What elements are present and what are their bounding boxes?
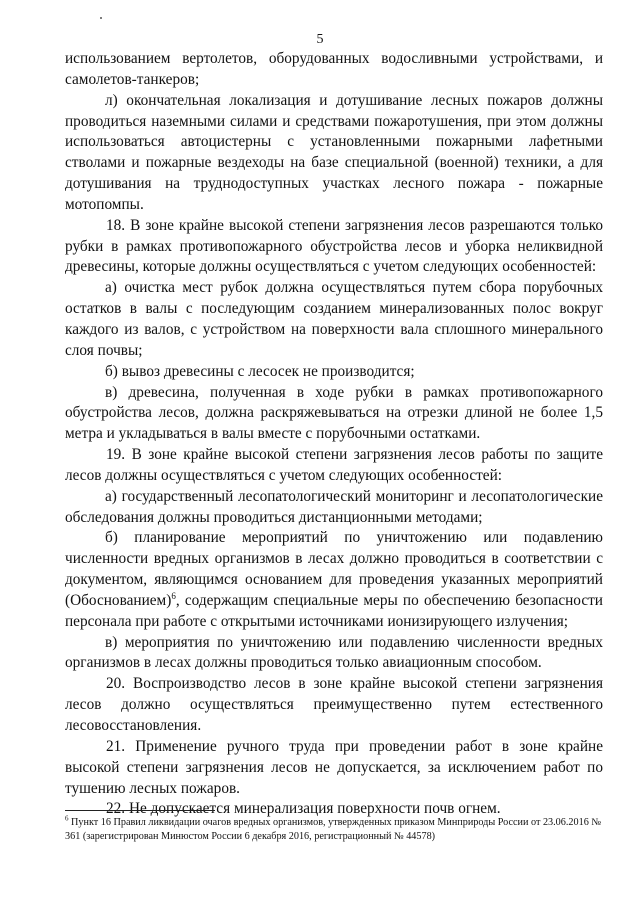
paragraph-18-v: в) древесина, полученная в ходе рубки в рамках противопожарного обустройства лесов, должна раскряжевываться на отрезки длиной не более 1,5 метра и укладываться в валы вместе с порубочными остатками.	[65, 383, 603, 443]
paragraph-19: 19. В зоне крайне высокой степени загрязнения лесов работы по защите лесов должны осуществляться с учетом следующих особенностей:	[65, 446, 603, 484]
paragraph-19-b-text: б) планирование мероприятий по уничтожению или подавлению численности вредных организмов в лесах должно проводиться в соответствии с документом, являющимся основанием для проведения указанных мероприятий (Обоснованием)	[65, 529, 603, 609]
paragraph-22: 22. Не допускается минерализация поверхности почв огнем.	[106, 800, 501, 818]
paragraph-19-a: а) государственный лесопатологический мониторинг и лесопатологические обследования должны проводиться дистанционными методами;	[65, 487, 603, 526]
paragraph-continuation: использованием вертолетов, оборудованных водосливными устройствами, и самолетов-танкеров;	[65, 50, 603, 88]
paragraph-18-a: а) очистка мест рубок должна осуществляться путем сбора порубочных остатков в валы с последующим созданием минерализованных полос вокруг каждого из валов, с устройством на поверхности вала сплошного минерального слоя почвы;	[65, 279, 603, 359]
footnote-divider	[65, 810, 215, 811]
paragraph-20: 20. Воспроизводство лесов в зоне крайне высокой степени загрязнения лесов должно осуществляться преимущественно путем естественного лесовосстановления.	[65, 675, 603, 734]
paragraph-21: 21. Применение ручного труда при проведении работ в зоне крайне высокой степени загрязнения лесов не допускается, за исключением работ по тушению лесных пожаров.	[65, 737, 603, 797]
paragraph-19-b	[65, 528, 603, 632]
document-body	[65, 49, 603, 820]
footnote-text: Пункт 16 Правил ликвидации очагов вредных организмов, утвержденных приказом Минприроды России от 23.06.2016 № 361 (зарегистрирован Минюстом России 6 декабря 2016, регистрационный № 44578)	[65, 817, 602, 842]
footnote	[65, 816, 605, 843]
paragraph-19-b-continuation: , содержащим специальные меры по обеспечению безопасности персонала при работе с открытыми источниками ионизирующего излучения;	[65, 591, 603, 630]
paragraph-19-v: в) мероприятия по уничтожению или подавлению численности вредных организмов в лесах должны проводиться только авиационным способом.	[65, 633, 603, 672]
paragraph-item-l: л) окончательная локализация и дотушивание лесных пожаров должны проводиться наземными силами и средствами пожаротушения, при этом должны использоваться автоцистерны с установленными пожарными лафетными стволами и пожарные вездеходы на базе специальной (военной) техники, а для дотушивания на труднодоступных участках лесного пожара - пожарные мотопомпы.	[65, 91, 603, 213]
page-number: 5	[316, 32, 324, 47]
paragraph-18: 18. В зоне крайне высокой степени загрязнения лесов разрешаются только рубки в рамках противопожарного обустройства лесов и уборка неликвидной древесины, которые должны осуществляться с учетом следующих особенностей:	[65, 216, 603, 276]
footnote-reference: 6	[171, 590, 176, 601]
footnote-marker: 6	[65, 814, 69, 823]
scan-artifact-dot	[100, 17, 102, 19]
paragraph-18-b: б) вывоз древесины с лесосек не производится;	[105, 362, 415, 380]
